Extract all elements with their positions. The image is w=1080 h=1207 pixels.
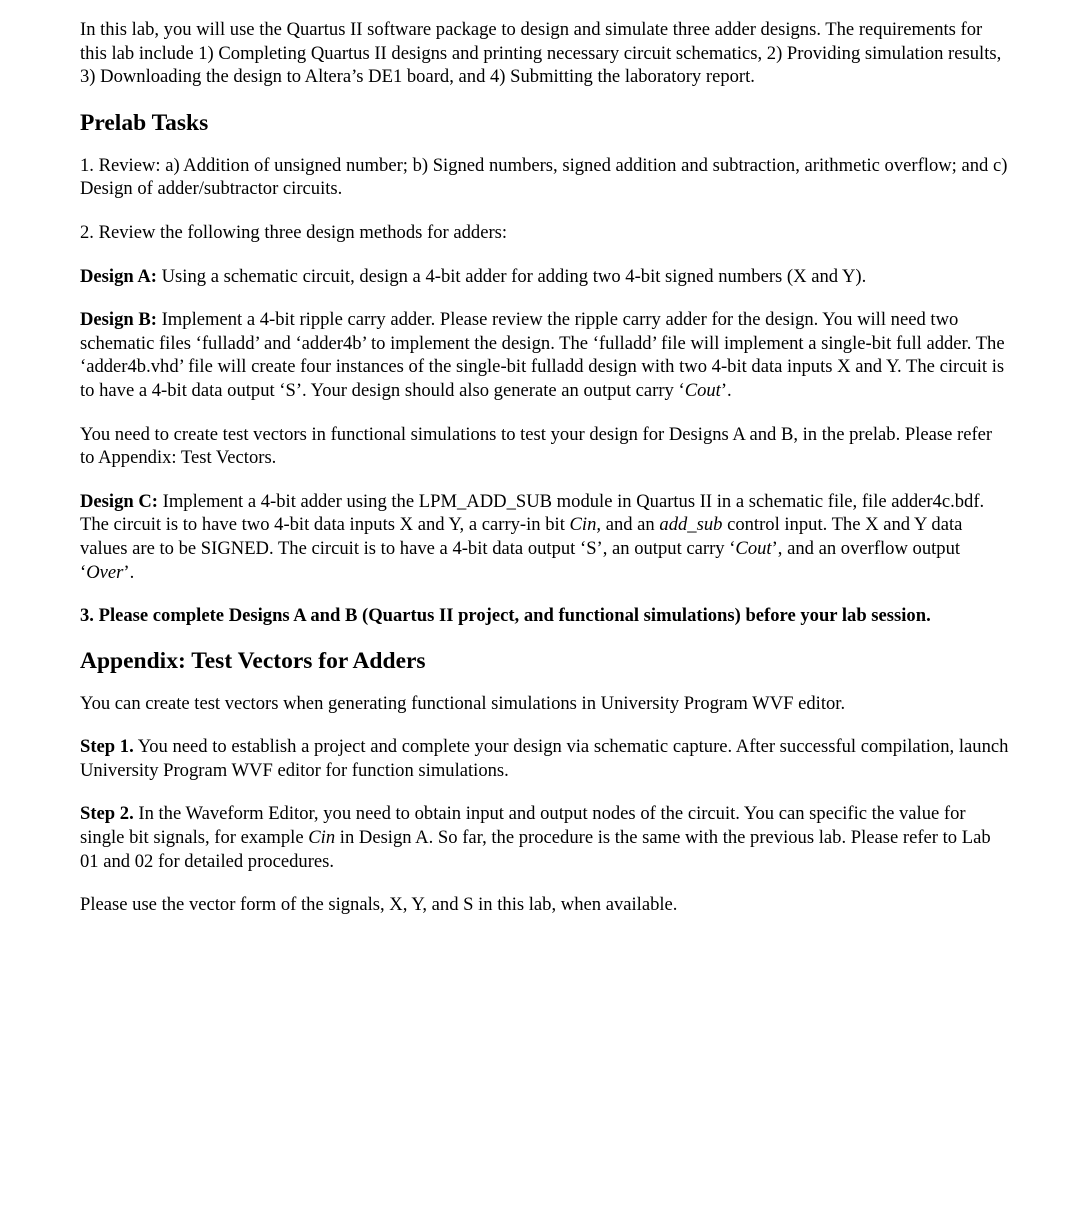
design-c-cin: Cin (569, 514, 597, 536)
step-2-label: Step 2. (80, 803, 134, 825)
step-1-text: You need to establish a project and complete your design via schematic capture. After successful compilation, launch University Program WVF editor for function simulations. (80, 736, 1009, 781)
appendix-intro: You can create test vectors when generating functional simulations in University Program WVF editor. (80, 692, 846, 714)
design-b-paragraph (80, 308, 1010, 402)
design-c-paragraph (80, 490, 1010, 584)
test-vectors-note: You need to create test vectors in functional simulations to test your design for Designs A and B, in the prelab. Please refer to Appendix: Test Vectors. (80, 423, 993, 469)
design-a-text: Using a schematic circuit, design a 4-bit adder for adding two 4-bit signed numbers (X and Y). (156, 265, 867, 287)
step-2-text: In the Waveform Editor, you need to obtain input and output nodes of the circuit. You can specific the value for single bit signals, for example (80, 803, 966, 849)
closing-paragraph: Please use the vector form of the signals, X, Y, and S in this lab, when available. (80, 894, 678, 916)
design-c-text-2: , and an (596, 514, 660, 536)
document-page (80, 18, 1010, 937)
prelab-item-2: 2. Review the following three design methods for adders: (80, 221, 508, 243)
prelab-item-1: 1. Review: a) Addition of unsigned number; b) Signed numbers, signed addition and subtraction, arithmetic overflow; and c) Design of adder/subtractor circuits. (80, 154, 1008, 200)
step-1-paragraph (80, 735, 1010, 782)
design-c-text-3: control input. The X and Y data values are to be SIGNED. The circuit is to have a 4-bit data output ‘S’, an output carry ‘ (80, 514, 963, 559)
design-c-over: Over (86, 561, 124, 583)
design-c-add-sub: add_sub (659, 514, 723, 536)
step-1-label: Step 1. (80, 736, 134, 758)
design-c-text: Implement a 4-bit adder using the LPM_ADD_SUB module in Quartus II in a schematic file, file adder4c.bdf. The circuit is to have two 4-bit data inputs X and Y, a carry-in bit (80, 490, 985, 536)
intro-paragraph: In this lab, you will use the Quartus II software package to design and simulate three adder designs. The requirements for this lab include 1) Completing Quartus II designs and printing necessary circuit schematics, 2) Providing simulation results, 3) Downloading the design to Altera’s DE1 board, and 4) Submitting the laboratory report. (80, 19, 1002, 88)
design-b-text-end: ’. (720, 379, 732, 401)
design-c-cout: Cout (735, 537, 772, 559)
step-2-cin: Cin (308, 827, 336, 849)
appendix-heading: Appendix: Test Vectors for Adders (80, 647, 426, 674)
design-a-paragraph (80, 265, 1010, 289)
design-b-cout: Cout (684, 379, 721, 401)
design-c-text-4: ’, and an overflow output ‘ (80, 537, 961, 583)
prelab-item-3: 3. Please complete Designs A and B (Quartus II project, and functional simulations) before your lab session. (80, 605, 931, 627)
design-c-label: Design C: (80, 490, 158, 512)
step-2-paragraph (80, 802, 1010, 873)
design-c-text-5: ’. (123, 561, 135, 583)
step-2-text-end: in Design A. So far, the procedure is the same with the previous lab. Please refer to Lab 01 and 02 for detailed procedures. (80, 827, 991, 872)
design-b-text: Implement a 4-bit ripple carry adder. Please review the ripple carry adder for the design. You will need two schematic files ‘fulladd’ and ‘adder4b’ to implement the design. The ‘fulladd’ file will implement a single-bit full adder. The ‘adder4b.vhd’ file will create four instances of the single-bit fulladd design with two 4-bit data inputs X and Y. The circuit is to have a 4-bit data output ‘S’. Your design should also generate an output carry ‘ (80, 309, 1005, 401)
design-b-label: Design B: (80, 309, 157, 331)
design-a-label: Design A: (80, 265, 157, 287)
prelab-heading: Prelab Tasks (80, 109, 209, 136)
